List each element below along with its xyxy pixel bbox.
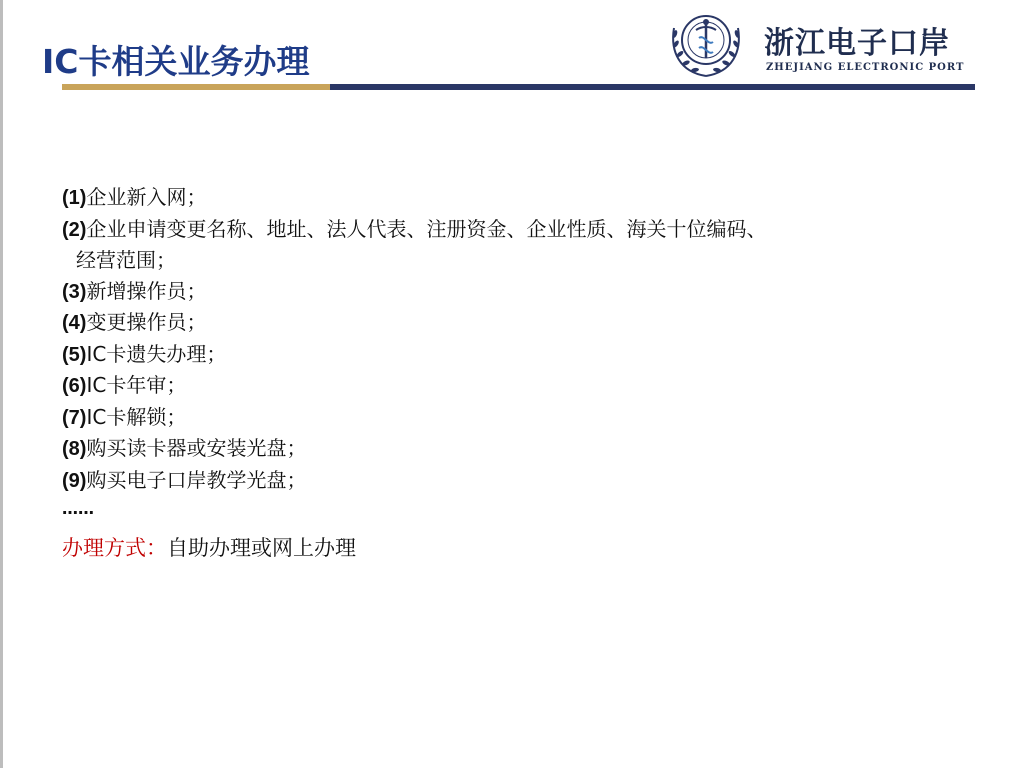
item-text: IC卡年审； <box>86 373 187 397</box>
item-number: (6) <box>62 375 87 397</box>
list-item <box>62 433 992 465</box>
handling-method-label: 办理方式： <box>62 536 167 560</box>
header-rule-navy <box>330 84 975 90</box>
item-number: (5) <box>62 343 87 366</box>
list-ellipsis: …… <box>62 499 94 518</box>
list-item <box>62 276 992 308</box>
page-title: IC卡相关业务办理 <box>42 42 310 81</box>
item-text: 购买读卡器或安装光盘； <box>86 436 307 460</box>
item-text: 变更操作员； <box>86 310 207 334</box>
slide-left-edge <box>0 0 3 768</box>
item-number: (8) <box>62 438 87 460</box>
item-number: (2) <box>62 218 87 241</box>
list-item <box>62 465 992 497</box>
handling-method-value: 自助办理或网上办理 <box>167 536 356 560</box>
item-number: (7) <box>62 406 87 429</box>
item-text: 企业申请变更名称、地址、法人代表、注册资金、企业性质、海关十位编码、 <box>86 216 767 241</box>
zhejiang-electronic-port-logo <box>666 4 976 82</box>
item-text-continuation: 经营范围； <box>76 248 176 272</box>
handling-method <box>62 532 356 562</box>
customs-emblem-icon <box>666 4 746 82</box>
header-rule-gold <box>62 84 330 90</box>
item-number: (1) <box>62 187 87 209</box>
item-text: IC卡遗失办理； <box>86 341 227 366</box>
list-item <box>62 182 992 214</box>
list-item <box>62 214 992 276</box>
item-number: (9) <box>62 469 87 492</box>
list-item <box>62 307 992 339</box>
item-number: (3) <box>62 280 87 303</box>
list-item <box>62 370 992 402</box>
logo-name-en: ZHEJIANG ELECTRONIC PORT <box>766 62 965 73</box>
item-text: 新增操作员； <box>86 278 207 303</box>
logo-name-cn: 浙江电子口岸 <box>764 26 950 61</box>
item-text: 购买电子口岸教学光盘； <box>86 467 307 492</box>
item-text: 企业新入网； <box>86 185 207 209</box>
list-item <box>62 339 992 371</box>
item-text: IC卡解锁； <box>86 404 187 429</box>
item-number: (4) <box>62 312 87 334</box>
business-item-list <box>62 182 992 520</box>
list-item <box>62 402 992 434</box>
